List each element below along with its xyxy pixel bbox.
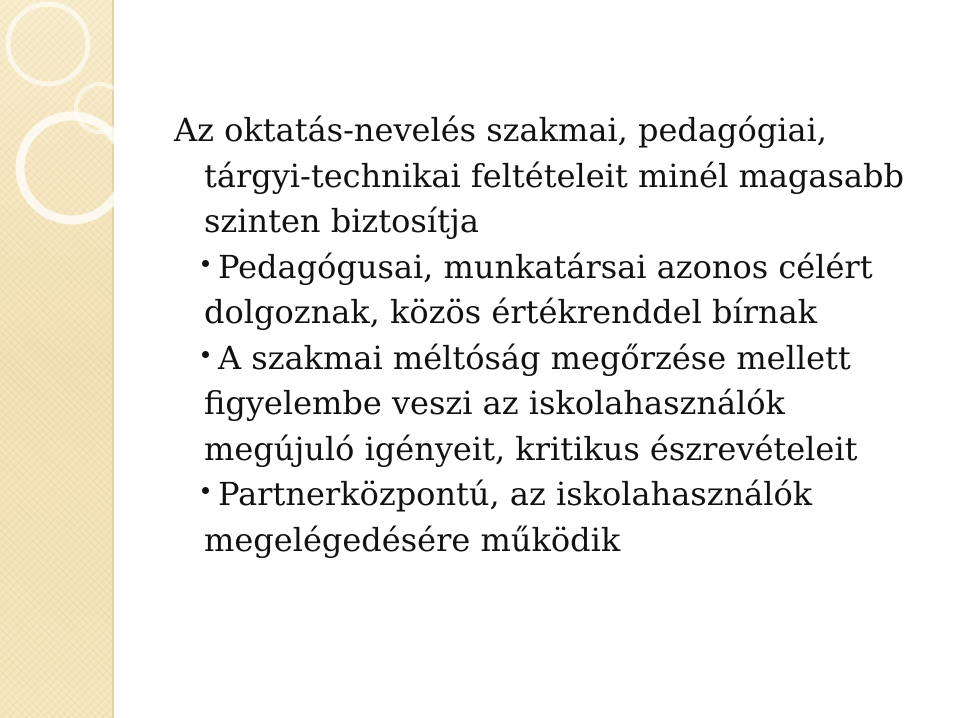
bullet-item-text: Pedagógusai, munkatársai azonos célért dolgoznak, közös értékrenddel bírnak xyxy=(204,247,873,331)
bullet-item xyxy=(174,472,914,563)
bullet-item xyxy=(174,245,914,336)
bullet-dot-icon xyxy=(202,260,209,267)
bullet-item-text: Partnerközpontú, az iskolahasználók megelégedésére működik xyxy=(204,475,813,559)
intro-paragraph xyxy=(174,108,914,245)
bullet-dot-icon xyxy=(202,351,209,358)
bullet-item xyxy=(174,336,914,473)
bullet-dot-icon xyxy=(202,487,209,494)
decorative-circles-icon xyxy=(0,0,200,260)
bullet-item-text: A szakmai méltóság megőrzése mellett figyelembe veszi az iskolahasználók megújuló igényeit, kritikus észrevételeit xyxy=(204,338,858,468)
intro-text: Az oktatás-nevelés szakmai, pedagógiai, tárgyi-technikai feltételeit minél magasabb szinten biztosítja xyxy=(174,111,904,240)
slide-body xyxy=(174,108,914,563)
